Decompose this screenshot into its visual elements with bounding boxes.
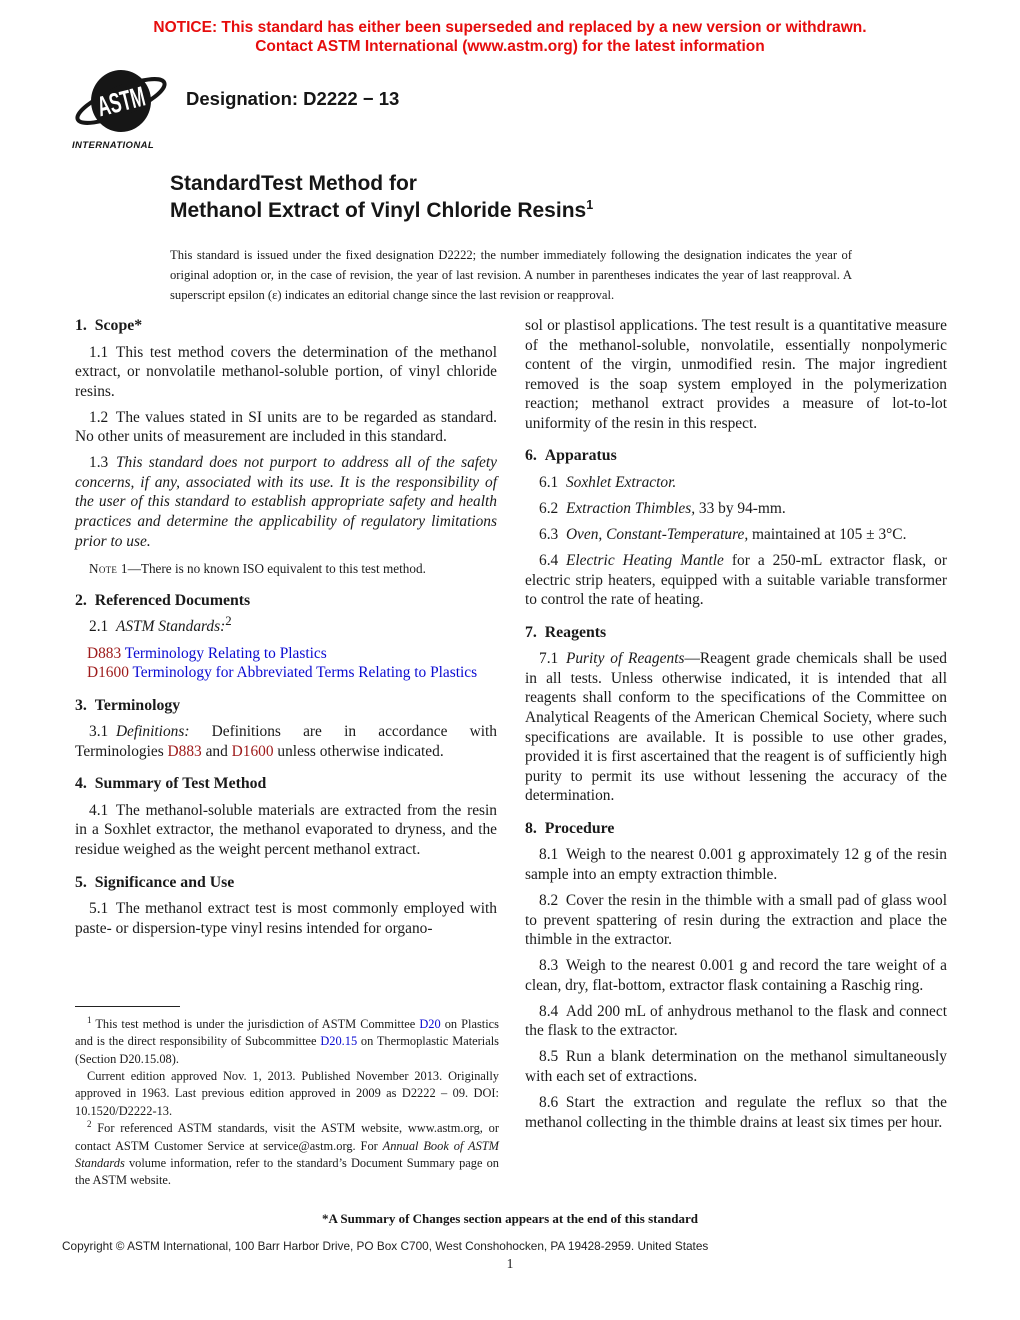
reference-d1600 (75, 663, 497, 683)
para-7-1: 7.1 Purity of Reagents—Reagent grade chemicals shall be used in all tests. Unless otherwise indicated, it is intended that all reagents shall conform to the specifications of the Committee on Analytical Reagents of the American Chemical Society, where such specifications are available. It is possible to use other grades, provided it is first ascertained that the reagent is of sufficiently high purity to permit its use without lessening the accuracy of the determination. (525, 650, 947, 805)
title-line1: StandardTest Method for (170, 172, 417, 195)
link-d20-15[interactable]: D20.15 (320, 1034, 358, 1049)
astm-logo-icon (72, 68, 176, 138)
document-header (72, 68, 399, 151)
link-d883-title[interactable]: Terminology Relating to Plastics (121, 644, 327, 662)
section-heading-apparatus: 6. Apparatus (525, 447, 617, 465)
link-d1600[interactable]: D1600 (87, 664, 129, 682)
summary-of-changes-note: *A Summary of Changes section appears at the end of this standard (322, 1211, 698, 1226)
footnote-1: $^1$ This test method is under the jurisdiction of ASTM Committee D20 on Plastics and is the direct responsibility of Subcommittee D20.15 on Thermoplastic Materials (Section D20.15.08). (75, 1014, 499, 1066)
para-1-3: 1.3 This standard does not purport to address all of the safety concerns, if any, associated with its use. It is the responsibility of the user of this standard to establish appropriate safety and health practices and determine the applicability of regulatory limitations prior to use. (75, 454, 497, 550)
copyright-line: Copyright © ASTM International, 100 Barr Harbor Drive, PO Box C700, West Conshohocken, PA 19428-2959. United States (62, 1239, 709, 1253)
para-8-1: 8.1 Weigh to the nearest 0.001 g approximately 12 g of the resin sample into an empty extraction thimble. (525, 846, 947, 883)
superseded-notice-line2: Contact ASTM International (www.astm.org) for the latest information (255, 38, 765, 56)
para-5-1: 5.1 The methanol extract test is most commonly employed with paste- or dispersion-type vinyl resins intended for organo- (75, 900, 497, 937)
para-4-1: 4.1 The methanol-soluble materials are extracted from the resin in a Soxhlet extractor, the methanol evaporated to dryness, and the residue weighed as the weight percent methanol extract. (75, 801, 497, 859)
footnote-rule (75, 1006, 180, 1007)
title-line2: Methanol Extract of Vinyl Chloride Resins$^1$ (170, 198, 594, 223)
superseded-notice-line1: NOTICE: This standard has either been superseded and replaced by a new version or withdrawn. (153, 19, 867, 36)
section-heading-referenced-documents: 2. Referenced Documents (75, 591, 251, 609)
superseded-notice (0, 18, 1020, 57)
link-d1600-title[interactable]: Terminology for Abbreviated Terms Relating to Plastics (128, 664, 478, 682)
astm-logo-subtext: INTERNATIONAL (72, 140, 155, 151)
para-8-3: 8.3 Weigh to the nearest 0.001 g and record the tare weight of a clean, dry, flat-bottom, extractor flask containing a Raschig ring. (525, 957, 947, 994)
title-footnote-ref: 1 (586, 198, 594, 213)
astm-logo (72, 68, 176, 151)
link-d883[interactable]: D883 (87, 644, 122, 662)
note-label: Note 1 (89, 561, 128, 577)
para-8-5: 8.5 Run a blank determination on the methanol simultaneously with each set of extractions. (525, 1048, 947, 1086)
section-heading-procedure: 8. Procedure (525, 819, 615, 837)
para-3-1: 3.1 Definitions: Definitions are in accordance with Terminologies D883 and D1600 unless otherwise indicated. (75, 723, 497, 760)
issuance-paragraph: This standard is issued under the fixed designation D2222; the number immediately following the designation indicates the year of original adoption or, in the case of revision, the year of last revision. A number in parentheses indicates the year of last reapproval. A superscript epsilon (ε) indicates an editorial change since the last revision or reapproval. (170, 248, 852, 303)
link-d20[interactable]: D20 (419, 1017, 441, 1031)
para-1-1: 1.1 This test method covers the determination of the methanol extract, or nonvolatile methanol-soluble portion, of vinyl chloride resins. (75, 343, 497, 400)
section-heading-reagents: 7. Reagents (525, 623, 607, 641)
para-8-6: 8.6 Start the extraction and regulate the reflux so that the methanol collecting in the thimble drains at least six times per hour. (525, 1094, 947, 1131)
para-8-2: 8.2 Cover the resin in the thimble with a small pad of glass wool to prevent spattering of resin during the extraction and place the thimble in the extractor. (525, 892, 947, 949)
reference-d883 (75, 644, 497, 664)
para-6-4: 6.4 Electric Heating Mantle for a 250-mL extractor flask, or electric strip heaters, equipped with a suitable variable transformer to control the rate of heating. (525, 552, 947, 609)
para-2-1: 2.1 ASTM Standards:$^2$ (89, 614, 232, 636)
standard-title (170, 170, 593, 225)
para-6-1: 6.1 Soxhlet Extractor. (539, 473, 677, 491)
para-6-3: 6.3 Oven, Constant-Temperature, maintained at 105 ± 3°C. (539, 526, 907, 544)
para-5-1-continued: sol or plastisol applications. The test result is a quantitative measure of the methanol-soluble, nonvolatile, essentially nonpolymeric content of the virgin, unmodified resin. The major ingredient removed is the soap system employed in the polymerization reaction; methanol extract provides a measure of lot-to-lot uniformity of the resin in this respect. (525, 317, 947, 432)
section-heading-significance: 5. Significance and Use (75, 873, 235, 891)
section-heading-summary: 4. Summary of Test Method (75, 775, 267, 793)
para-8-4: 8.4 Add 200 mL of anhydrous methanol to the flask and connect the flask to the extractor. (525, 1002, 947, 1040)
link-d883-inline[interactable]: D883 (167, 742, 202, 760)
section-heading-terminology: 3. Terminology (75, 696, 181, 714)
footnote-2: $^2$ For referenced ASTM standards, visit the ASTM website, www.astm.org, or contact ASTM Customer Service at service@astm.org. For Annual Book of ASTM Standards volume information, refer to the standard’s Document Summary page on the ASTM website. (75, 1119, 500, 1188)
link-d1600-inline[interactable]: D1600 (231, 742, 274, 760)
footnotes (75, 1006, 499, 1190)
para-6-2: 6.2 Extraction Thimbles, 33 by 94-mm. (539, 499, 786, 517)
svg-text:ASTM: ASTM (94, 73, 176, 123)
para-1-2: 1.2 The values stated in SI units are to be regarded as standard. No other units of measurement are included in this standard. (75, 408, 497, 446)
page-number: 1 (506, 1256, 514, 1271)
designation-label: Designation: D2222 − 13 (186, 88, 400, 109)
note-1: Note 1—There is no known ISO equivalent to this test method. (89, 561, 426, 577)
section-heading-scope: 1. Scope* (75, 317, 143, 334)
footnote-edition: Current edition approved Nov. 1, 2013. Published November 2013. Originally approved in 1963. Last previous edition approved in 2009 as D2222 – 09. DOI: 10.1520/D2222-13. (75, 1069, 499, 1118)
right-column (525, 316, 947, 1139)
